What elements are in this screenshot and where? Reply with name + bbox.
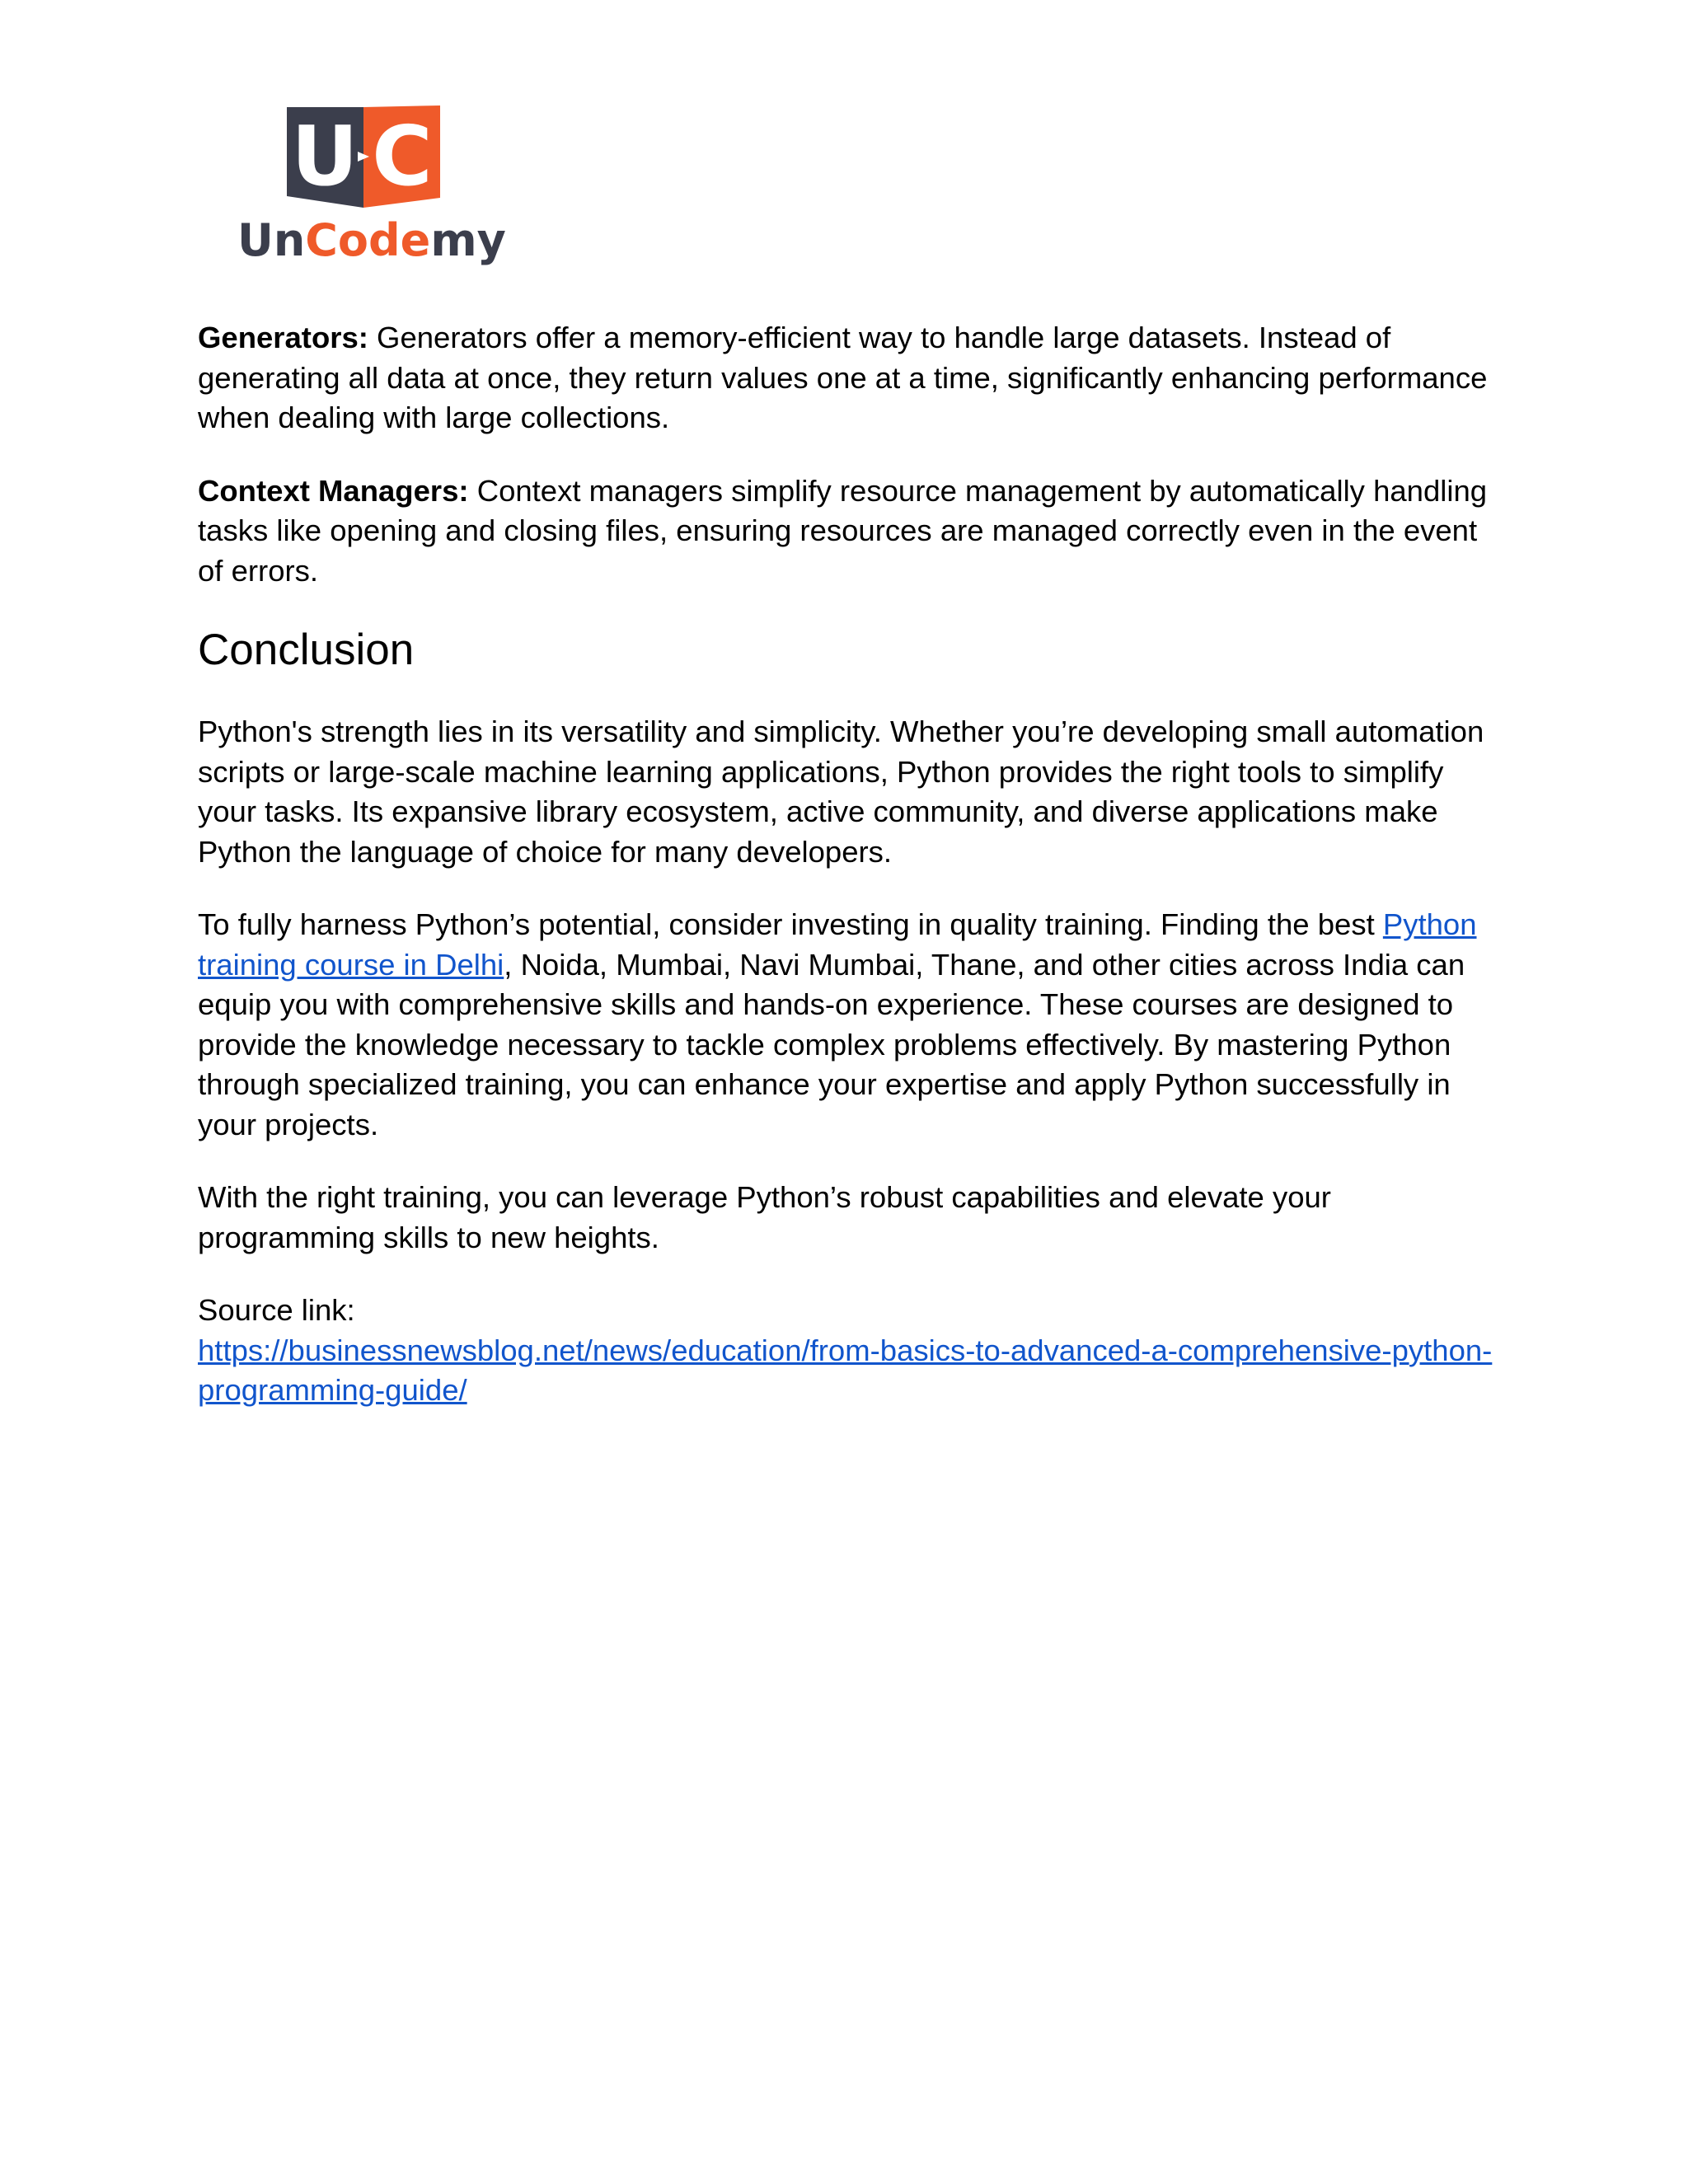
source-label: Source link: [198,1293,355,1327]
document-body [198,318,1493,1411]
context-managers-paragraph [198,471,1493,592]
uncodemy-logo [237,105,506,270]
context-managers-text: Context managers simplify resource management by automatically handling tasks like opening and closing files, ensuring resources are managed correctly even in the event of errors. [198,473,1488,588]
uncodemy-logo-mark [287,105,440,208]
logo-word-code: Code [305,214,431,266]
logo-word-my: my [430,214,506,266]
generators-text: Generators offer a memory-efficient way to handle large datasets. Instead of generating all data at once, they return values one at a time, significantly enhancing performance when dealing with large collections. [198,321,1488,434]
source-url-link[interactable]: https://businessnewsblog.net/news/education/from-basics-to-advanced-a-comprehensive-python-programming-guide/ [198,1333,1493,1407]
conclusion-paragraph-2-rest: , Noida, Mumbai, Navi Mumbai, Thane, and other cities across India can equip you with comprehensive skills and hands-on experience. These courses are designed to provide the knowledge necessary to tackle complex problems effectively. By mastering Python through specialized training, you can enhance your expertise and apply Python successfully in your projects. [198,947,1465,1141]
conclusion-paragraph-1: Python's strength lies in its versatility and simplicity. Whether you’re developing small automation scripts or large-scale machine learning applications, Python provides the right tools to simplify your tasks. Its expansive library ecosystem, active community, and diverse applications make Python the language of choice for many developers. [198,715,1484,869]
conclusion-paragraph-2 [198,905,1493,1145]
python-training-course-link[interactable]: Python training course in Delhi [198,907,1477,982]
logo-word-un: Un [237,214,306,266]
conclusion-paragraph-2-intro: To fully harness Python’s potential, consider investing in quality training. Finding the best [198,907,1383,941]
logo-mark-letter-c: C [372,108,433,204]
logo-wordmark [237,214,506,266]
logo-mark-letter-u: U [291,108,359,204]
generators-paragraph [198,318,1493,438]
conclusion-heading: Conclusion [198,626,415,674]
generators-label: Generators: [198,321,368,354]
conclusion-paragraph-3: With the right training, you can leverage Python’s robust capabilities and elevate your programming skills to new heights. [198,1180,1331,1254]
source-block [198,1291,1493,1411]
context-managers-label: Context Managers: [198,473,469,508]
